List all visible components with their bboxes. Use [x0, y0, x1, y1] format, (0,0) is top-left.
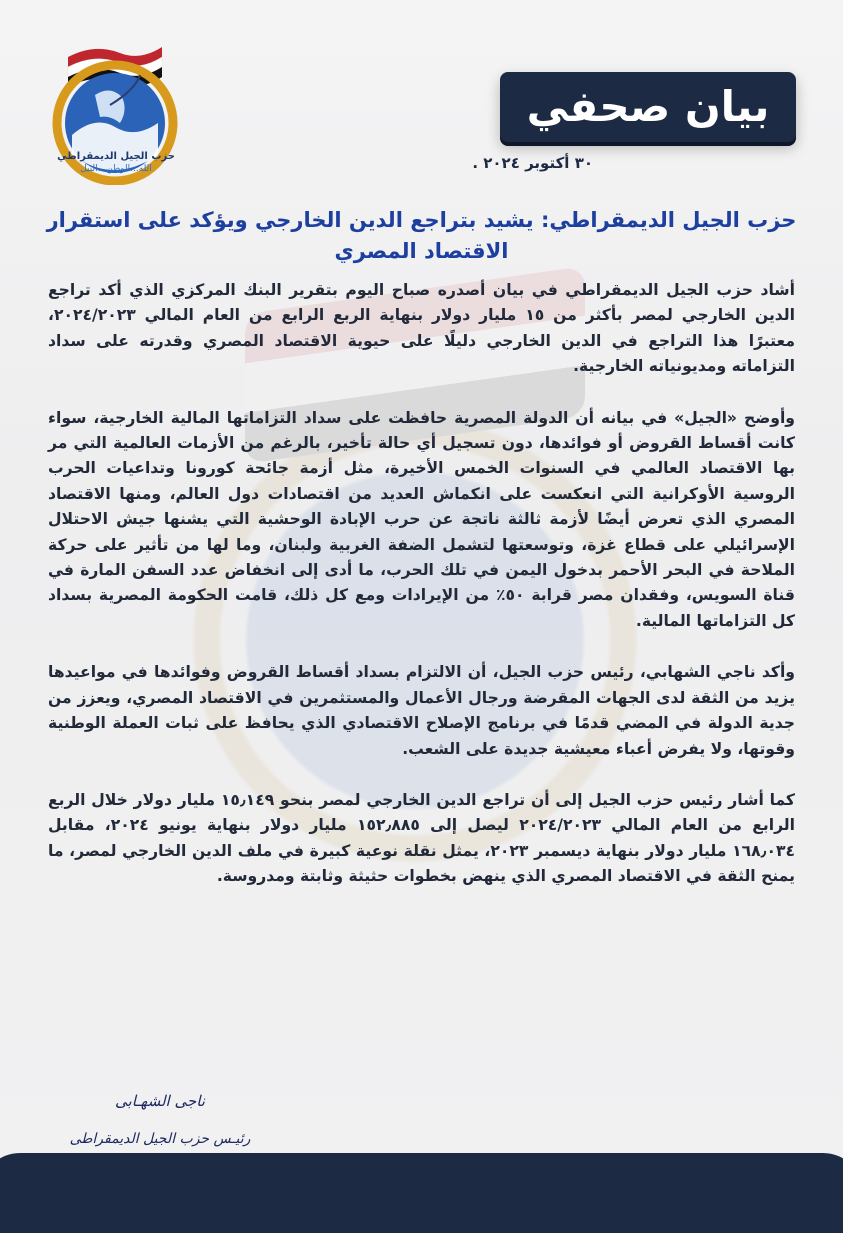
- signature-block: [60, 1088, 260, 1152]
- logo-party-name: حزب الجيل الديمقراطي: [57, 151, 175, 162]
- title-banner: [500, 72, 796, 142]
- logo-caption: [48, 150, 184, 176]
- banner-title: بيان صحفي: [526, 82, 770, 131]
- logo-slogan: الله...الوطن...النيل: [80, 164, 152, 174]
- signature-name: ناجى الشهـابى: [115, 1092, 205, 1110]
- headline: حزب الجيل الديمقراطي: يشيد بتراجع الدين الخارجي ويؤكد على استقرار الاقتصاد المصري: [46, 208, 797, 263]
- signature-role: رئيـس حزب الجيل الديمقراطى: [69, 1131, 251, 1147]
- footer-bar: [0, 1153, 843, 1233]
- statement-body: [48, 278, 795, 916]
- paragraph-1: أشاد حزب الجيل الديمقراطي في بيان أصدره صباح اليوم بتقرير البنك المركزي الذي أكد تراجع الدين الخارجي لمصر بأكثر من ١٥ مليار دولار بنهاية الربع الرابع من العام المالي ٢٠٢٤/٢٠٢٣، معتبرًا هذا التراجع في الدين الخارجي دليلًا على حيوية الاقتصاد المصري وقدرته على سداد التزاماته ومديونياته الخارجية.: [48, 281, 796, 376]
- paragraph-4: كما أشار رئيس حزب الجيل إلى أن تراجع الدين الخارجي لمصر بنحو ١٥٫١٤٩ مليار دولار خلال الربع الرابع من العام المالي ٢٠٢٤/٢٠٢٣ ليصل إلى ١٥٢٫٨٨٥ مليار دولار بنهاية يونيو ٢٠٢٤، مقابل ١٦٨٫٠٣٤ مليار دولار بنهاية ديسمبر ٢٠٢٣، يمثل نقلة نوعية كبيرة في ملف الدين الخارجي لمصر، ما يمنح الثقة في الاقتصاد المصري الذي ينهض بخطوات حثيثة وثابتة ومدروسة.: [48, 790, 796, 886]
- paragraph-2: وأوضح «الجيل» في بيانه أن الدولة المصرية حافظت على سداد التزاماتها المالية الخارجية، سواء كانت أقساط القروض أو فوائدها، دون تسجيل أي حالة تأخير، بالرغم من الأزمات العالمية التي مر بها الاقتصاد العالمي في السنوات الخمس الأخيرة، مثل أزمة جائحة كورونا وتداعيات الحرب الروسية الأوكرانية التي انعكست على انكماش العديد من اقتصادات دول العالم، ومنها الاقتصاد المصري الذي تعرض أيضًا لأزمة ثالثة ناتجة عن حرب الإبادة الوحشية التي يشنها جيش الاحتلال الإسرائيلي على قطاع غزة، وتوسعتها لتشمل الضفة الغربية ولبنان، وما لها من تأثير على حركة الملاحة في البحر الأحمر بدخول اليمن في تلك الحرب، ما أدى إلى انخفاض عدد السفن المارة في قناة السويس، وفقدان مصر قرابة ٥٠٪ من الإيرادات ومع كل ذلك، قامت الحكومة المصرية بسداد كل التزاماتها المالية.: [48, 408, 795, 630]
- statement-date: ٣٠ أكتوبر ٢٠٢٤ .: [472, 154, 593, 172]
- paragraph-3: وأكد ناجي الشهابي، رئيس حزب الجيل، أن الالتزام بسداد أقساط القروض وفوائدها في مواعيدها يزيد من الثقة لدى الجهات المقرضة ورجال الأعمال والمستثمرين في الاقتصاد المصري، ويعزز من جدية الدولة في المضي قدمًا في برنامج الإصلاح الاقتصادي الذي يحافظ على ثبات العملة الوطنية وقوتها، ولا يفرض أعباء معيشية جديدة على الشعب.: [48, 663, 795, 758]
